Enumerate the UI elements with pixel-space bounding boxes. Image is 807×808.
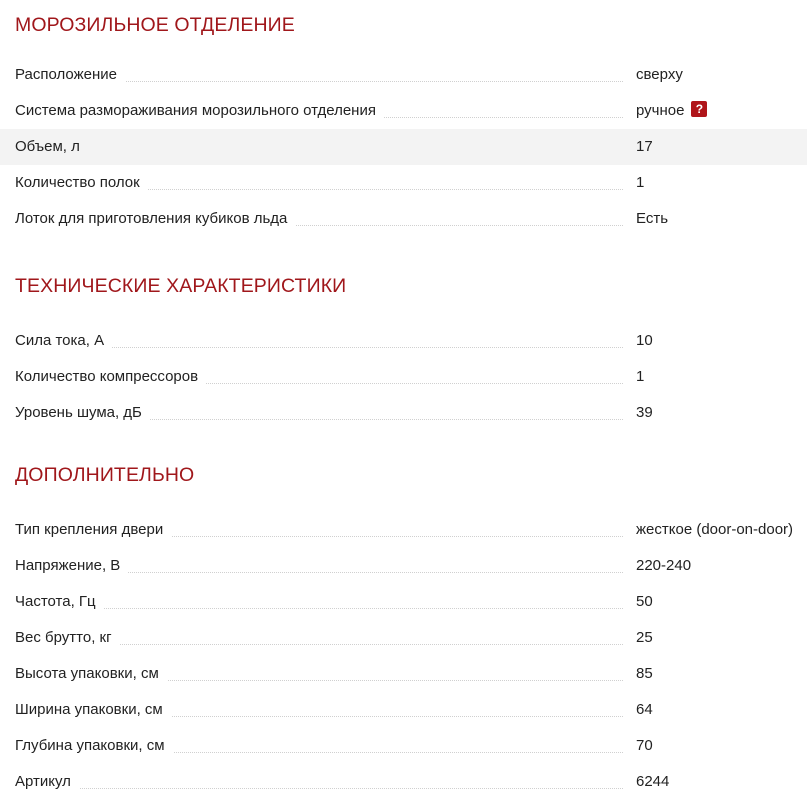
spec-label: Количество полок <box>15 165 148 201</box>
spec-label: Артикул <box>15 764 79 800</box>
spec-row-voltage <box>0 548 807 584</box>
spec-label: Частота, Гц <box>15 584 104 620</box>
spec-row-defrost-system <box>0 93 807 129</box>
spec-row-package-width <box>0 692 807 728</box>
spec-value: ручное <box>636 102 685 119</box>
section-title-freezer: МОРОЗИЛЬНОЕ ОТДЕЛЕНИЕ <box>15 14 295 36</box>
spec-value: 25 <box>636 629 653 646</box>
spec-value: 39 <box>636 404 653 421</box>
spec-label: Объем, л <box>15 129 88 165</box>
dotted-leader <box>15 608 623 609</box>
section-title-extra: ДОПОЛНИТЕЛЬНО <box>15 464 195 486</box>
spec-row-compressors <box>0 359 807 395</box>
spec-row-package-depth <box>0 728 807 764</box>
spec-row-noise <box>0 395 807 431</box>
spec-value: 85 <box>636 665 653 682</box>
spec-label: Высота упаковки, см <box>15 656 167 692</box>
spec-row-ice-tray <box>0 201 807 237</box>
spec-value: 220-240 <box>636 557 692 574</box>
spec-label: Количество компрессоров <box>15 359 206 395</box>
spec-value: сверху <box>636 66 683 83</box>
spec-row-gross-weight <box>0 620 807 656</box>
spec-value-with-help <box>636 93 707 129</box>
section-tech <box>0 274 807 431</box>
spec-label: Тип крепления двери <box>15 512 171 548</box>
spec-row-current <box>0 323 807 359</box>
spec-row-volume <box>0 129 807 165</box>
spec-value: 1 <box>636 174 645 191</box>
spec-label: Уровень шума, дБ <box>15 395 150 431</box>
section-extra <box>0 463 807 800</box>
spec-label: Расположение <box>15 57 125 93</box>
spec-label: Глубина упаковки, см <box>15 728 173 764</box>
spec-value: 64 <box>636 701 653 718</box>
section-title-tech: ТЕХНИЧЕСКИЕ ХАРАКТЕРИСТИКИ <box>15 275 347 297</box>
spec-label: Напряжение, В <box>15 548 128 584</box>
spec-value: 70 <box>636 737 653 754</box>
spec-value: 1 <box>636 368 645 385</box>
spec-list-tech <box>0 323 807 431</box>
spec-value: 17 <box>636 138 653 155</box>
spec-row-shelves <box>0 165 807 201</box>
spec-label: Сила тока, А <box>15 323 112 359</box>
spec-value: 6244 <box>636 773 670 790</box>
spec-label: Вес брутто, кг <box>15 620 120 656</box>
spec-row-door-mount <box>0 512 807 548</box>
spec-value: жесткое (door-on-door) <box>636 521 794 538</box>
spec-row-article <box>0 764 807 800</box>
spec-value: Есть <box>636 210 669 227</box>
help-question-icon[interactable]: ? <box>691 101 707 117</box>
spec-label: Лоток для приготовления кубиков льда <box>15 201 295 237</box>
spec-list-extra <box>0 512 807 800</box>
dotted-leader <box>15 788 623 789</box>
spec-row-location <box>0 57 807 93</box>
spec-label: Ширина упаковки, см <box>15 692 171 728</box>
spec-value: 50 <box>636 593 653 610</box>
spec-value: 10 <box>636 332 653 349</box>
section-freezer <box>0 13 807 237</box>
spec-row-frequency <box>0 584 807 620</box>
spec-list-freezer <box>0 57 807 237</box>
spec-row-package-height <box>0 656 807 692</box>
spec-label: Система размораживания морозильного отделения <box>15 93 384 129</box>
